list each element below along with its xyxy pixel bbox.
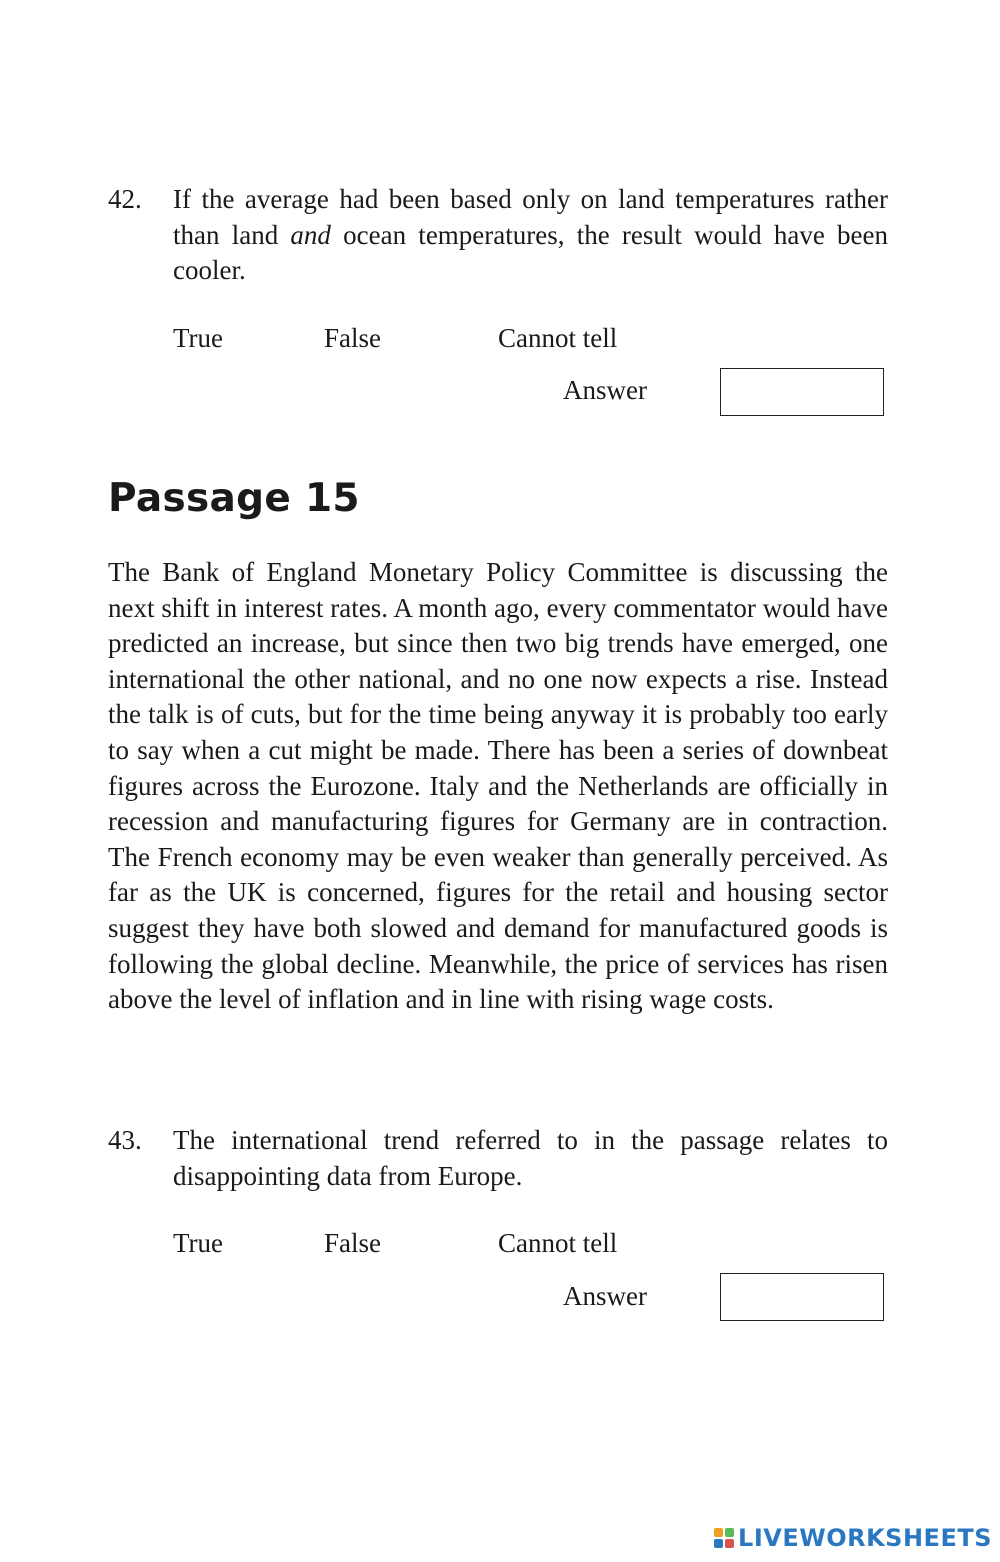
question-text: If the average had been based only on land temperatures rather than land and ocean temperatures, the result would have been cooler. (173, 184, 888, 285)
logo-square (714, 1528, 723, 1537)
passage-title: Passage 15 (108, 476, 360, 521)
answer-label: Answer (563, 1281, 647, 1311)
question-text: The international trend referred to in the passage relates to disappointing data from Europe. (173, 1125, 888, 1191)
option-cannot-tell[interactable]: Cannot tell (498, 1228, 618, 1258)
logo-square (714, 1539, 723, 1548)
option-false[interactable]: False (324, 1228, 381, 1258)
question-number: 42. (108, 184, 142, 214)
answer-label: Answer (563, 375, 647, 405)
logo-mark-icon (714, 1528, 734, 1548)
question-43 (108, 1123, 888, 1311)
question-number: 43. (108, 1125, 142, 1155)
option-cannot-tell[interactable]: Cannot tell (498, 323, 618, 353)
answer-input-42[interactable] (720, 368, 884, 416)
option-true[interactable]: True (173, 1228, 224, 1258)
answer-input-43[interactable] (720, 1273, 884, 1321)
liveworksheets-logo[interactable] (714, 1524, 992, 1552)
passage-text: The Bank of England Monetary Policy Committee is discussing the next shift in interest rates. A month ago, every commentator would have predicted an increase, but since then two big trends have emerged, one international the other national, and no one now expects a rise. Instead the talk is of cuts, but for the time being anyway it is probably too early to say when a cut might be made. There has been a series of downbeat figures across the Eurozone. Italy and the Netherlands are officially in recession and manufacturing figures for Germany are in contraction. The French economy may be even weaker than generally perceived. As far as the UK is concerned, figures for the retail and housing sector suggest they have both slowed and demand for manufactured goods is following the global decline. Meanwhile, the price of services has risen above the level of inflation and in line with rising wage costs. (108, 557, 888, 1015)
option-false[interactable]: False (324, 323, 381, 353)
question-42 (108, 182, 888, 405)
option-true[interactable]: True (173, 323, 224, 353)
logo-square (725, 1528, 734, 1537)
logo-text: LIVEWORKSHEETS (738, 1524, 992, 1552)
logo-square (725, 1539, 734, 1548)
